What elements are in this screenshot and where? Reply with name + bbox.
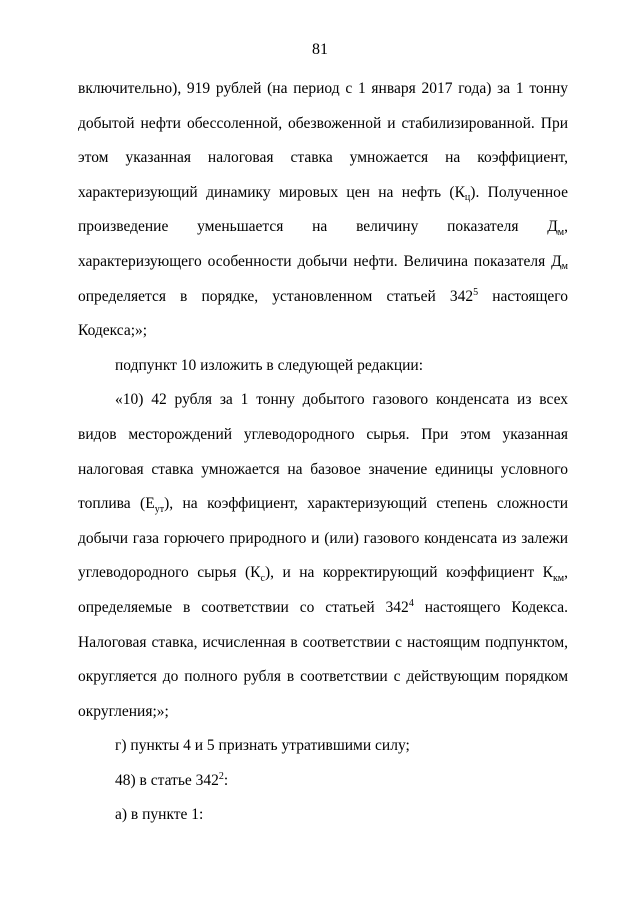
text-run: ), и на корректирующий коэффициент К — [264, 564, 553, 582]
paragraph-item-48 — [78, 764, 568, 799]
paragraph-item-a — [78, 798, 568, 833]
text-run: настоящего Кодекса;»; — [78, 287, 568, 340]
subscript: ут — [154, 503, 165, 515]
superscript: 2 — [218, 771, 224, 783]
text-run: г) пункты 4 и 5 признать утратившими силу; — [115, 737, 410, 755]
text-run: ), на коэффициент, характеризующий степень сложности добычи газа горючего природного и (или) газового конденсата из залежи углеводородного сырья (К — [78, 495, 568, 582]
subscript: м — [561, 261, 568, 273]
subscript: м — [557, 226, 565, 238]
text-run: 48) в статье 342 — [115, 771, 219, 789]
document-body — [78, 72, 568, 833]
subscript: с — [260, 572, 265, 584]
text-run: ). Полученное произведение уменьшается на величину показателя Д — [78, 183, 568, 236]
text-run: а) в пункте 1: — [115, 806, 204, 824]
text-run: включительно), 919 рублей (на период с 1 января 2017 года) за 1 тонну добытой нефти обессоленной, обезвоженной и стабилизированной. При этом указанная налоговая ставка умножается на коэффициент, характеризующий динамику мировых цен на нефть (К — [78, 80, 568, 201]
paragraph-clause-g — [78, 729, 568, 764]
text-run: : — [223, 771, 229, 789]
paragraph-tax-rate-oil — [78, 72, 568, 349]
text-run: «10) 42 рубля за 1 тонну добытого газового конденсата из всех видов месторождений углеводородного сырья. При этом указанная налоговая ставка умножается на базовое значение единицы условного топлива (Е — [78, 391, 568, 513]
text-run: настоящего Кодекса. Налоговая ставка, исчисленная в соответствии с настоящим подпунктом, округляется до полного рубля в соответствии с действующим порядком округления;»; — [78, 598, 568, 720]
paragraph-subclause-10-text — [78, 383, 568, 729]
superscript: 5 — [473, 287, 479, 299]
superscript: 4 — [408, 598, 414, 610]
text-run: , характеризующего особенности добычи нефти. Величина показателя Д — [78, 218, 568, 270]
text-run: , определяемые в соответствии со статьей 342 — [78, 564, 568, 616]
subscript: ц — [464, 192, 471, 204]
paragraph-subclause-10-intro — [78, 349, 568, 384]
subscript: км — [552, 572, 565, 584]
text-run: определяется в порядке, установленном статьей 342 — [78, 287, 474, 305]
page-number: 81 — [312, 41, 328, 58]
text-run: подпункт 10 изложить в следующей редакции: — [115, 356, 424, 374]
